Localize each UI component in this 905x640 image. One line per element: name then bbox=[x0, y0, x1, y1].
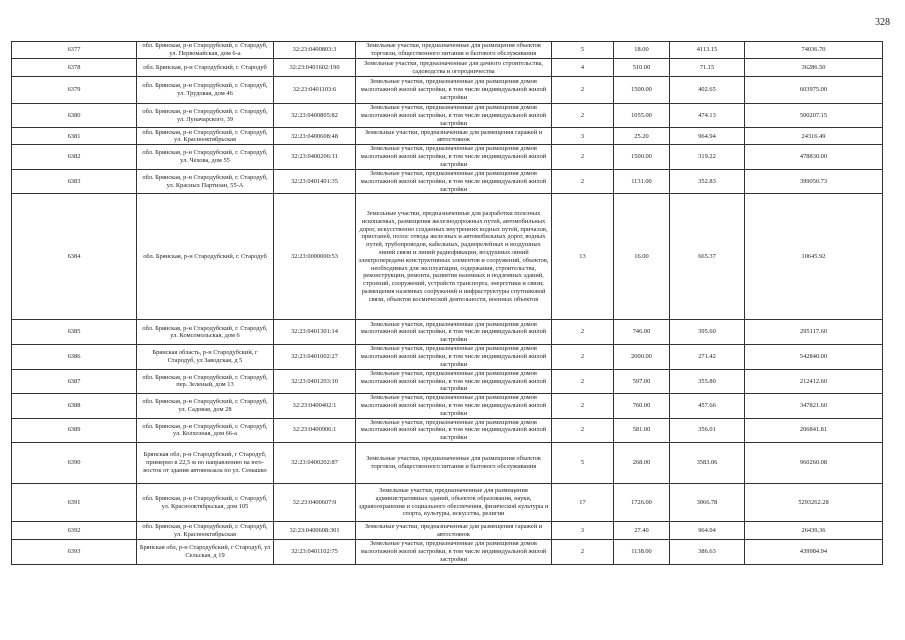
cadastral-number-cell: 32:23:0000000:53 bbox=[274, 194, 356, 320]
address-cell: обл. Брянская, р-н Стародубский, г. Стародуб, ул. Первомайская, дом 6-а bbox=[137, 42, 274, 59]
address-cell: обл. Брянская, р-н Стародубский, г. Стародуб, ул. Садовая, дом 28 bbox=[137, 394, 274, 418]
specific-value-cell: 665.37 bbox=[670, 194, 745, 320]
area-cell: 1500.00 bbox=[614, 145, 670, 169]
land-use-cell: Земельные участки, предназначенные для размещения домов малоэтажной жилой застройки, в том числе индивидуальной жилой застройки bbox=[356, 345, 552, 369]
cadastral-number-cell: 32:23:0401203:10 bbox=[274, 369, 356, 393]
row-number: 6381 bbox=[12, 128, 137, 145]
row-number: 6387 bbox=[12, 369, 137, 393]
row-number: 6378 bbox=[12, 59, 137, 77]
land-use-cell: Земельные участки, предназначенные для размещения гаражей и автостоянок bbox=[356, 522, 552, 540]
group-cell: 17 bbox=[552, 484, 614, 522]
specific-value-cell: 4113.15 bbox=[670, 42, 745, 59]
address-cell: обл. Брянская, р-н Стародубский, г. Стародуб, ул. Луначарского, 39 bbox=[137, 104, 274, 128]
land-use-cell: Земельные участки, предназначенные для размещения домов малоэтажной жилой застройки, в том числе индивидуальной жилой застройки bbox=[356, 145, 552, 169]
land-use-cell: Земельные участки, предназначенные для размещения объектов торговли, общественного питания и бытового обслуживания bbox=[356, 443, 552, 484]
cadastral-number-cell: 32:23:0400206:11 bbox=[274, 145, 356, 169]
cadastral-value-cell: 36286.50 bbox=[745, 59, 883, 77]
group-cell: 2 bbox=[552, 540, 614, 565]
land-use-cell: Земельные участки, предназначенные для размещения домов малоэтажной жилой застройки, в том числе индивидуальной жилой застройки bbox=[356, 77, 552, 104]
row-number: 6383 bbox=[12, 169, 137, 193]
address-cell: обл. Брянская, р-н Стародубский, г. Стародуб, ул. Колхозная, дом 66-а bbox=[137, 418, 274, 442]
row-number: 6379 bbox=[12, 77, 137, 104]
row-number: 6392 bbox=[12, 522, 137, 540]
cadastral-value-cell: 542840.00 bbox=[745, 345, 883, 369]
table-row bbox=[12, 145, 883, 169]
land-use-cell: Земельные участки, предназначенные для размещения домов малоэтажной жилой застройки, в том числе индивидуальной жилой застройки bbox=[356, 320, 552, 345]
group-cell: 2 bbox=[552, 369, 614, 393]
row-number: 6391 bbox=[12, 484, 137, 522]
cadastral-number-cell: 32:23:0401602:190 bbox=[274, 59, 356, 77]
address-cell: обл. Брянская, р-н Стародубский, г. Стародуб bbox=[137, 59, 274, 77]
specific-value-cell: 386.63 bbox=[670, 540, 745, 565]
area-cell: 746.00 bbox=[614, 320, 670, 345]
row-number: 6386 bbox=[12, 345, 137, 369]
area-cell: 25.20 bbox=[614, 128, 670, 145]
land-use-cell: Земельные участки, предназначенные для размещения домов малоэтажной жилой застройки, в том числе индивидуальной жилой застройки bbox=[356, 169, 552, 193]
area-cell: 27.40 bbox=[614, 522, 670, 540]
table-row bbox=[12, 169, 883, 193]
cadastral-value-cell: 295117.60 bbox=[745, 320, 883, 345]
land-use-cell: Земельные участки, предназначенные для размещения домов малоэтажной жилой застройки, в том числе индивидуальной жилой застройки bbox=[356, 540, 552, 565]
cadastral-value-cell: 206841.81 bbox=[745, 418, 883, 442]
cadastral-number-cell: 32:23:0400803:3 bbox=[274, 42, 356, 59]
specific-value-cell: 271.42 bbox=[670, 345, 745, 369]
area-cell: 581.00 bbox=[614, 418, 670, 442]
row-number: 6388 bbox=[12, 394, 137, 418]
address-cell: обл. Брянская, р-н Стародубский, г. Стародуб, ул. Комсомольская, дом 6 bbox=[137, 320, 274, 345]
table-row bbox=[12, 77, 883, 104]
area-cell: 1055.00 bbox=[614, 104, 670, 128]
group-cell: 2 bbox=[552, 345, 614, 369]
row-number: 6389 bbox=[12, 418, 137, 442]
area-cell: 268.00 bbox=[614, 443, 670, 484]
specific-value-cell: 964.94 bbox=[670, 128, 745, 145]
address-cell: обл. Брянская, р-н Стародубский, г. Стародуб, ул. Краснооктябрьская bbox=[137, 522, 274, 540]
specific-value-cell: 3066.78 bbox=[670, 484, 745, 522]
row-number: 6377 bbox=[12, 42, 137, 59]
table-row bbox=[12, 540, 883, 565]
cadastral-value-cell: 212412.60 bbox=[745, 369, 883, 393]
cadastral-value-cell: 347821.60 bbox=[745, 394, 883, 418]
table-row bbox=[12, 42, 883, 59]
area-cell: 1131.00 bbox=[614, 169, 670, 193]
cadastral-value-cell: 603975.00 bbox=[745, 77, 883, 104]
group-cell: 4 bbox=[552, 59, 614, 77]
table-row bbox=[12, 128, 883, 145]
group-cell: 2 bbox=[552, 104, 614, 128]
cadastral-value-cell: 500207.15 bbox=[745, 104, 883, 128]
group-cell: 2 bbox=[552, 320, 614, 345]
table-row bbox=[12, 345, 883, 369]
address-cell: обл. Брянская, р-н Стародубский, г. Стародуб, пер. Зеленый, дом 13 bbox=[137, 369, 274, 393]
cadastral-number-cell: 32:23:0401401:35 bbox=[274, 169, 356, 193]
land-use-cell: Земельные участки, предназначенные для размещения домов малоэтажной жилой застройки, в том числе индивидуальной жилой застройки bbox=[356, 394, 552, 418]
row-number: 6380 bbox=[12, 104, 137, 128]
row-number: 6390 bbox=[12, 443, 137, 484]
land-use-cell: Земельные участки, предназначенные для разработки полезных ископаемых, размещения железнодорожных путей, автомобильных дорог, искусственно созданных внутренних водных путей, причалов, пристаней, полос отвода железных и автомобильных дорог, водных путей, трубопроводов, кабельных, радиорелейных и воздушных линий связи и линий радиофикации, воздушных линий электропередачи конструктивных элементов и сооружений, объектов, необходимых для эксплуатации, содержания, строительства, реконструкции, ремонта, развития наземных и подземных зданий, строений, сооружений, устройств транспорта, энергетики и связи; размещения наземных сооружений и инфраструктуры спутниковой связи, объектов космической деятельности, военных объектов bbox=[356, 194, 552, 320]
area-cell: 1500.00 bbox=[614, 77, 670, 104]
address-cell: обл. Брянская, р-н Стародубский, г. Стародуб, ул. Краснооктябрьская bbox=[137, 128, 274, 145]
address-cell: обл. Брянская, р-н Стародубский, г. Стародуб, ул. Трудовая, дом 46 bbox=[137, 77, 274, 104]
group-cell: 2 bbox=[552, 169, 614, 193]
page-number: 328 bbox=[875, 17, 890, 28]
specific-value-cell: 3583.06 bbox=[670, 443, 745, 484]
area-cell: 597.00 bbox=[614, 369, 670, 393]
specific-value-cell: 457.66 bbox=[670, 394, 745, 418]
area-cell: 2000.00 bbox=[614, 345, 670, 369]
row-number: 6393 bbox=[12, 540, 137, 565]
cadastral-value-cell: 24316.49 bbox=[745, 128, 883, 145]
specific-value-cell: 395.60 bbox=[670, 320, 745, 345]
cadastral-value-cell: 26439.36 bbox=[745, 522, 883, 540]
group-cell: 3 bbox=[552, 522, 614, 540]
cadastral-number-cell: 32:23:0401102:75 bbox=[274, 540, 356, 565]
address-cell: обл. Брянская, р-н Стародубский, г. Стародуб, ул. Краснооктябрьская, дом 105 bbox=[137, 484, 274, 522]
address-cell: Брянская обл, р-н Стародубский, г Стародуб, ул Сельская, д 19 bbox=[137, 540, 274, 565]
cadastral-number-cell: 32:23:0400607:9 bbox=[274, 484, 356, 522]
cadastral-number-cell: 32:23:0400608:48 bbox=[274, 128, 356, 145]
table-row bbox=[12, 104, 883, 128]
address-cell: обл. Брянская, р-н Стародубский, г. Стародуб bbox=[137, 194, 274, 320]
table-row bbox=[12, 443, 883, 484]
land-use-cell: Земельные участки, предназначенные для размещения домов малоэтажной жилой застройки, в том числе индивидуальной жилой застройки bbox=[356, 104, 552, 128]
group-cell: 2 bbox=[552, 394, 614, 418]
row-number: 6384 bbox=[12, 194, 137, 320]
address-cell: Брянская обл, р-н Стародубский, г Стародуб, примерно в 22,5 м по направлению на юго-восток от здания автовокзала по ул. Семашко bbox=[137, 443, 274, 484]
area-cell: 760.00 bbox=[614, 394, 670, 418]
cadastral-value-cell: 478830.00 bbox=[745, 145, 883, 169]
land-use-cell: Земельные участки, предназначенные для размещения административных зданий, объектов образования, науки, здравоохранения и социального обеспечения, физической культуры и спорта, культуры, искусства, религии bbox=[356, 484, 552, 522]
cadastral-value-cell: 5293262.28 bbox=[745, 484, 883, 522]
table-body bbox=[12, 42, 883, 565]
cadastral-number-cell: 32:23:0401002:27 bbox=[274, 345, 356, 369]
group-cell: 5 bbox=[552, 443, 614, 484]
cadastral-value-cell: 439984.94 bbox=[745, 540, 883, 565]
cadastral-number-cell: 32:23:0400202:87 bbox=[274, 443, 356, 484]
table-row bbox=[12, 59, 883, 77]
cadastral-value-table bbox=[11, 41, 883, 565]
specific-value-cell: 356.01 bbox=[670, 418, 745, 442]
group-cell: 3 bbox=[552, 128, 614, 145]
address-cell: Брянская область, р-н Стародубский, г Стародуб, ул Заводская, д 5 bbox=[137, 345, 274, 369]
table-row bbox=[12, 418, 883, 442]
cadastral-number-cell: 32:23:0401301:14 bbox=[274, 320, 356, 345]
address-cell: обл. Брянская, р-н Стародубский, г. Стародуб, ул. Красных Партизан, 55-А bbox=[137, 169, 274, 193]
cadastral-number-cell: 32:23:0400805:82 bbox=[274, 104, 356, 128]
cadastral-number-cell: 32:23:0400906:1 bbox=[274, 418, 356, 442]
cadastral-value-cell: 960260.08 bbox=[745, 443, 883, 484]
cadastral-value-cell: 10645.92 bbox=[745, 194, 883, 320]
address-cell: обл. Брянская, р-н Стародубский, г. Стародуб, ул. Чехова, дом 55 bbox=[137, 145, 274, 169]
area-cell: 18.00 bbox=[614, 42, 670, 59]
group-cell: 5 bbox=[552, 42, 614, 59]
land-use-cell: Земельные участки, предназначенные для размещения объектов торговли, общественного питания и бытового обслуживания bbox=[356, 42, 552, 59]
table-row bbox=[12, 320, 883, 345]
row-number: 6385 bbox=[12, 320, 137, 345]
area-cell: 1726.00 bbox=[614, 484, 670, 522]
specific-value-cell: 402.65 bbox=[670, 77, 745, 104]
table-row bbox=[12, 522, 883, 540]
land-use-cell: Земельные участки, предназначенные для размещения гаражей и автостоянок bbox=[356, 128, 552, 145]
specific-value-cell: 355.80 bbox=[670, 369, 745, 393]
table-row bbox=[12, 484, 883, 522]
cadastral-number-cell: 32:23:0401103:6 bbox=[274, 77, 356, 104]
table-row bbox=[12, 394, 883, 418]
specific-value-cell: 71.15 bbox=[670, 59, 745, 77]
group-cell: 2 bbox=[552, 77, 614, 104]
area-cell: 510.00 bbox=[614, 59, 670, 77]
cadastral-value-cell: 399050.73 bbox=[745, 169, 883, 193]
area-cell: 16.00 bbox=[614, 194, 670, 320]
specific-value-cell: 964.94 bbox=[670, 522, 745, 540]
specific-value-cell: 319.22 bbox=[670, 145, 745, 169]
row-number: 6382 bbox=[12, 145, 137, 169]
cadastral-value-cell: 74036.70 bbox=[745, 42, 883, 59]
table-row bbox=[12, 369, 883, 393]
land-use-cell: Земельные участки, предназначенные для дачного строительства, садоводства и огородничества bbox=[356, 59, 552, 77]
specific-value-cell: 352.83 bbox=[670, 169, 745, 193]
land-use-cell: Земельные участки, предназначенные для размещения домов малоэтажной жилой застройки, в том числе индивидуальной жилой застройки bbox=[356, 418, 552, 442]
area-cell: 1138.00 bbox=[614, 540, 670, 565]
table-row bbox=[12, 194, 883, 320]
group-cell: 2 bbox=[552, 145, 614, 169]
group-cell: 2 bbox=[552, 418, 614, 442]
land-use-cell: Земельные участки, предназначенные для размещения домов малоэтажной жилой застройки, в том числе индивидуальной жилой застройки bbox=[356, 369, 552, 393]
specific-value-cell: 474.13 bbox=[670, 104, 745, 128]
group-cell: 13 bbox=[552, 194, 614, 320]
cadastral-number-cell: 32:23:0400608:301 bbox=[274, 522, 356, 540]
cadastral-number-cell: 32:23:0400402:1 bbox=[274, 394, 356, 418]
